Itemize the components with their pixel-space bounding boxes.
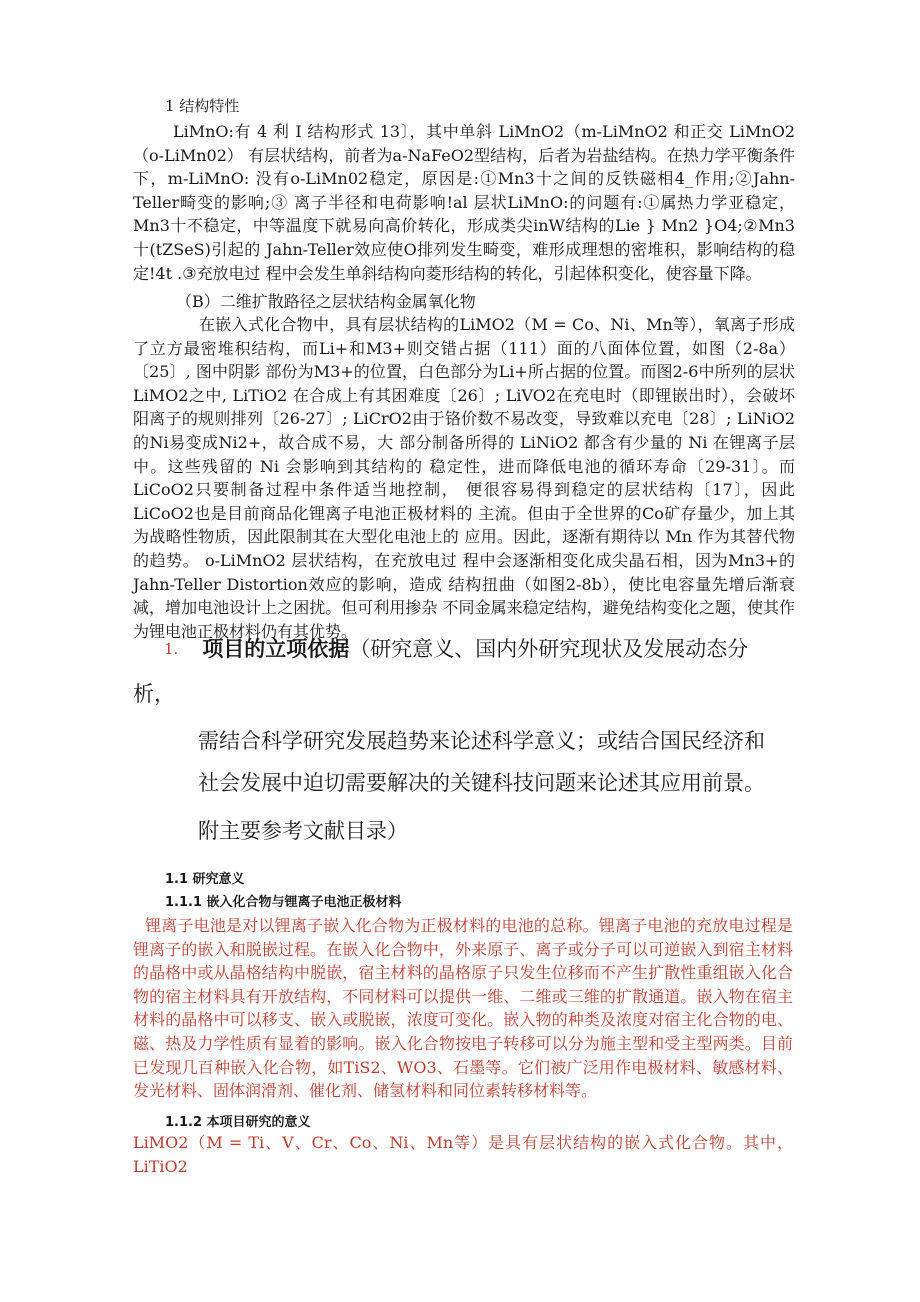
requirement-line-1: 需结合科学研究发展趋势来论述科学意义；或结合国民经济和 (198, 729, 765, 753)
project-basis-heading (164, 636, 748, 662)
subsection-b-heading: （B）二维扩散路径之层状结构金属氧化物 (176, 292, 476, 311)
requirement-line-2: 社会发展中迫切需要解决的关键科技问题来论述其应用前景。 (198, 771, 765, 795)
list-number: 1. (164, 640, 179, 658)
paragraph-project-significance (133, 1131, 793, 1178)
heading-1-1: 1.1 研究意义 (165, 872, 245, 887)
project-heading-continuation: 析， (133, 682, 175, 706)
paragraph-limno2-structure (133, 120, 795, 285)
heading-1-1-2: 1.1.2 本项目研究的意义 (165, 1115, 311, 1130)
section-heading: 1 结构特性 (165, 97, 240, 115)
paragraph-text: 锂离子电池是对以锂离子嵌入化合物为正极材料的电池的总称。锂离子电池的充放电过程是锂离子的嵌入和脱嵌过程。在嵌入化合物中，外来原子、离子或分子可以可逆嵌入到宿主材料的晶格中或从晶格结构中脱嵌，宿主材料的晶格原子只发生位移而不产生扩散性重组嵌入化合物的宿主材料具有开放结构，不同材料可以提供一维、二维或三维的扩散通道。嵌入物在宿主材料的晶格中可以移支、嵌入或脱嵌，浓度可变化。嵌入物的种类及浓度对宿主化合物的电、磁、热及力学性质有显着的影响。嵌入化合物按电子转移可以分为施主型和受主型两类。目前已发现几百种嵌入化合物，如TiS2、WO3、石墨等。它们被广泛用作电极材料、敏感材料、发光材料、固体润滑剂、催化剂、储氢材料和同位素转移材料等。 (133, 916, 793, 1101)
paragraph-text: LiMnO:有 4 利 I 结构形式 13〕，其中单斜 LiMnO2（m-LiMnO2 和正交 LiMnO2（o-LiMn02） 有层状结构，前者为a-NaFeO2型结构，后者为岩盐结构。在热力学平衡条件下，m-LiMnO: 没有o-LiMn02稳定，原因是:①Mn3十之间的反铁磁相4_作用;②Jahn-Teller畸变的影响;③ 离子半径和电荷影响!al 层状LiMnO:的问题有:①属热力学亚稳定，Mn3十不稳定，中等温度下就易向高价转化，形成类尖inW结构的Lie } Mn2 }O4;②Mn3十(tZSeS)引起的 Jahn-Teller效应使O排列发生畸变，难形成理想的密堆积，影响结构的稳定!4t .③充放电过 程中会发生单斜结构向菱形结构的转化，引起体积变化，使容量下降。 (133, 122, 795, 283)
paragraph-text: 在嵌入式化合物中，具有层状结构的LiMO2（M = Co、Ni、Mn等），氧离子形成了立方最密堆积结构，而Li+和M3+则交错占据（111）面的八面体位置，如图（2-8a）〔25〕, 图中阴影 部份为M3+的位置，白色部分为Li+所占据的位置。而图2-6中所列的层状LiMO2之中, LiTiO2 在合成上有其困难度〔26〕; LiVO2在充电时（即锂嵌出时），会破坏阳离子的规则排列〔26-27〕; LiCrO2由于铬价数不易改变，导致难以充电〔28〕; LiNiO2的Ni易变成Ni2+，故合成不易，大 部分制备所得的 LiNiO2 都含有少量的 Ni 在锂离子层中。这些残留的 Ni 会影响到其结构的 稳定性，进而降低电池的循环寿命〔29-31〕。而LiCoO2只要制备过程中条件适当地控制， 便很容易得到稳定的层状结构〔17〕，因此LiCoO2也是目前商品化锂离子电池正极材料的 主流。但由于全世界的Co矿存量少，加上其为战略性物质，因此限制其在大型化电池上的 应用。因此，逐渐有期待以 Mn 作为其替代物的趋势。 o-LiMnO2 层状结构，在充放电过 程中会逐渐相变化成尖晶石相，因为Mn3+的Jahn-Teller Distortion效应的影响，造成 结构扭曲（如图2-8b），使比电容量先增后渐衰减，增加电池设计上之困扰。但可利用掺杂 不同金属来稳定结构，避免结构变化之题，使其作为锂电池正极材料仍有其优势。 (133, 315, 795, 641)
project-title-paren: （研究意义、国内外研究现状及发展动态分 (349, 637, 749, 661)
paragraph-text: LiMO2（M = Ti、V、Cr、Co、Ni、Mn等）是具有层状结构的嵌入式化合物。其中，LiTiO2 (133, 1133, 793, 1176)
heading-1-1-1: 1.1.1 嵌入化合物与锂离子电池正极材料 (165, 895, 402, 910)
requirement-line-3: 附主要参考文献目录） (198, 819, 408, 843)
project-title: 项目的立项依据 (202, 636, 350, 661)
paragraph-intercalation-compounds (133, 914, 793, 1103)
paragraph-layered-oxides (133, 313, 795, 643)
